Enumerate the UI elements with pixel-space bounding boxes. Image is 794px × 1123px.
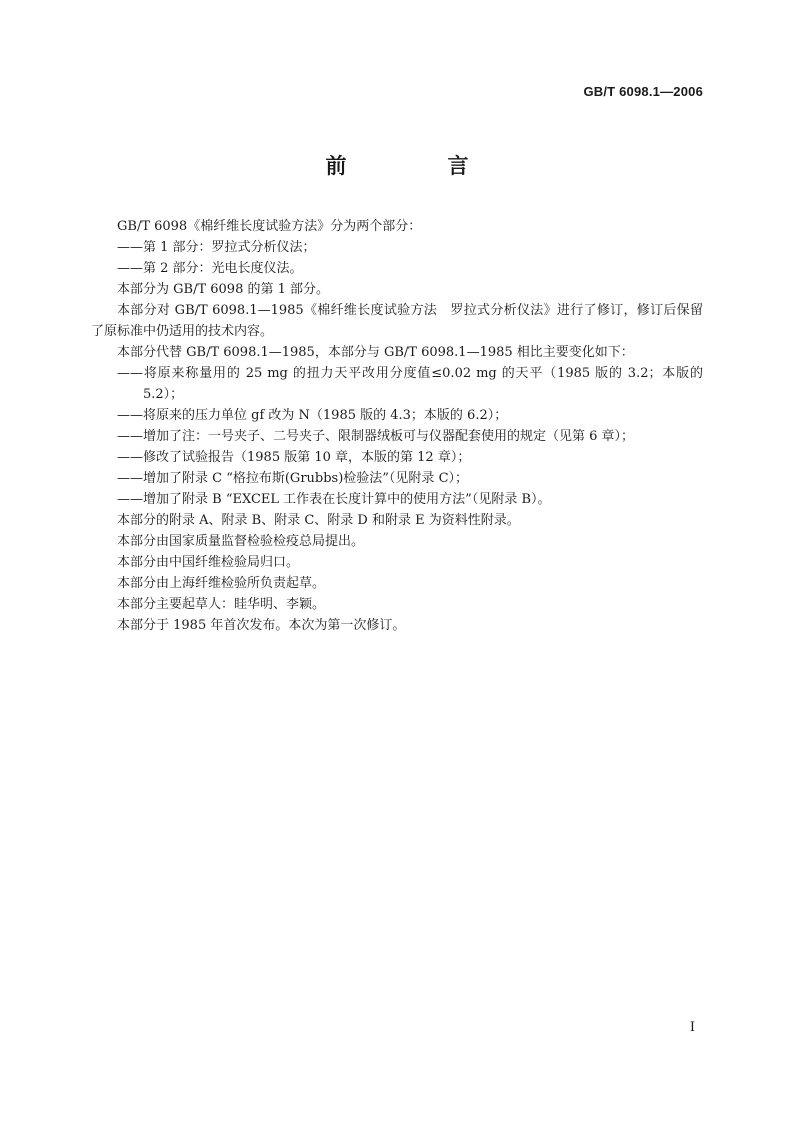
paragraph: 本部分对 GB/T 6098.1—1985《棉纤维长度试验方法 罗拉式分析仪法》进行了修订，修订后保留了原标准中仍适用的技术内容。 xyxy=(91,303,703,339)
list-item: ——修改了试验报告（1985 版第 10 章，本版的第 12 章）； xyxy=(117,450,471,465)
standard-code: GB/T 6098.1—2006 xyxy=(583,84,703,99)
list-item: ——第 2 部分：光电长度仪法。 xyxy=(117,261,303,276)
page-number: I xyxy=(689,1020,695,1035)
paragraph: 本部分代替 GB/T 6098.1—1985，本部分与 GB/T 6098.1—1985 相比主要变化如下： xyxy=(117,345,634,360)
paragraph: 本部分的附录 A、附录 B、附录 C、附录 D 和附录 E 为资料性附录。 xyxy=(117,513,520,528)
page-title: 前 言 xyxy=(325,154,509,178)
foreword-body xyxy=(91,216,703,636)
paragraph: 本部分由中国纤维检验局归口。 xyxy=(117,555,300,570)
paragraph: 本部分于 1985 年首次发布。本次为第一次修订。 xyxy=(117,618,406,633)
list-item: ——增加了附录 C “格拉布斯(Grubbs)检验法”（见附录 C）； xyxy=(117,471,469,486)
list-item: ——第 1 部分：罗拉式分析仪法； xyxy=(117,240,316,255)
list-item: ——将原来称量用的 25 mg 的扭力天平改用分度值≤0.02 mg 的天平（1985 版的 3.2；本版的 5.2）； xyxy=(117,366,703,402)
list-item: ——增加了注：一号夹子、二号夹子、限制器绒板可与仪器配套使用的规定（见第 6 章）； xyxy=(117,429,635,444)
paragraph: GB/T 6098《棉纤维长度试验方法》分为两个部分： xyxy=(117,219,422,234)
list-item: ——将原来的压力单位 gf 改为 N（1985 版的 4.3；本版的 6.2）； xyxy=(117,408,508,423)
paragraph: 本部分由国家质量监督检验检疫总局提出。 xyxy=(117,534,365,549)
list-item: ——增加了附录 B “EXCEL 工作表在长度计算中的使用方法”（见附录 B）。 xyxy=(117,492,551,507)
paragraph: 本部分由上海纤维检验所负责起草。 xyxy=(117,576,326,591)
paragraph: 本部分为 GB/T 6098 的第 1 部分。 xyxy=(117,282,330,297)
paragraph: 本部分主要起草人：眭华明、李颖。 xyxy=(117,597,326,612)
